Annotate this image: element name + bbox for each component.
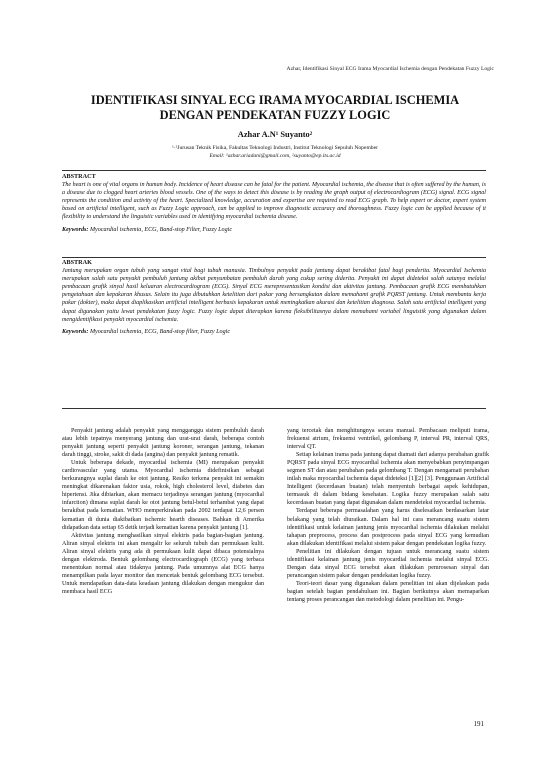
body-paragraph: Aktivitas jantung menghasilkan sinyal elektris pada bagian-bagian jantung. Aliran sinyal elektris ini akan mengalir ke seluruh tubuh dan permukaan kulit. Aliran sinyal elektris yang ada di permukaan kulit dapat dibaca potensialnya dengan elektroda. Bentuk gelombang electrocardiograph (ECG) yang terbaca menentukan normal atau tidaknya jantung. Pada umumnya alat ECG hanya menampilkan pada layar monitor dan mencetak bentuk gelombang ECG tersebut. Untuk mendapatkan data-data keadaan jantung dilakukan dengan mengukur dan membaca hasil ECG [62,532,264,595]
keywords-line [62,226,486,234]
top-rule [62,170,486,171]
title-line-1: IDENTIFIKASI SINYAL ECG IRAMA MYOCARDIAL ISCHEMIA [90,93,460,107]
author-line: Azhar A.N¹ Suyanto² [237,130,313,139]
body-paragraph: Penelitian ini dilakukan dengan tujuan untuk merancang suatu sistem identifikasi kelainan jantung jenis myocardial ischemia melalui sinyal ECG. Dengan data sinyal ECG tersebut akan dilakukan pemrosesan sinyal dan perancangan sistem pakar dengan pendekatan logika fuzzy. [287,548,489,579]
keywords-label: Keywords: [62,226,89,233]
title-line-2: DENGAN PENDEKATAN FUZZY LOGIC [159,108,391,122]
body-paragraph: Penyakit jantung adalah penyakit yang mengganggu sistem pembuluh darah atau lebih tepatnya menyerang jantung dan urat-urat darah, beberapa contoh penyakit jantung seperti penyakit jantung koroner, serangan jantung, tekanan darah tinggi, stroke, sakit di dada (angina) dan penyakit jantung rematik. [62,428,264,459]
kata-kunci-line [62,328,486,336]
body-paragraph: Teori-teori dasar yang digunakan dalam penelitian ini akan dijelaskan pada bagian setelah bagian pendahuluan ini. Bagian berikutnya akan memaparkan tentang proses perancangan dan metodologi dalam penelitian ini. Pengu- [287,580,489,603]
body-paragraph: Terdapat beberapa permasalahan yang harus diselesaikan berdasarkan latar belakang yang telah diuraikan. Dalam hal ini cara merancang suatu sistem identifikasi untuk kelainan jantung jenis myocardial ischemia dilakukan melalui tahapan preprocess, process dan postprocess pada sinyal ECG yang kemudian akan dilakukan identifikasi melalui sistem pakar dengan pendekatan logika fuzzy. [287,508,489,547]
body-paragraph: Untuk beberapa dekade, myocardial ischemia (MI) merupakan penyakit cardiovascular yang utama. Myocardial ischemia didefinisikan sebagai berkurangnya suplai darah ke otot jantung. Resiko terkena penyakit ini semakin meningkat dikarenakan faktor usia, rokok, high cholesterol level, diabetes dan hipertensi. Jika dibiarkan, akan memacu terjadinya serangan jantung (myocardial infarction) dimana suplai darah ke otot jantung betul-betul terhambat yang dapat berakibat pada kematian. WHO memperkirakan pada 2002 terdapat 12,6 persen kematian di dunia diakibatkan ischemic hearth diseases. Bahkan di Amerika didapatkan data setiap 65 detik terjadi kematian karena penyakit jantung [1]. [62,460,264,531]
email-text: Email: ¹azhar.ariadani@gmail.com, ²suyanto@ep.its.ac.id [209,153,341,159]
body-paragraph: Setiap kelainan irama pada jantung dapat diamati dari adanya perubahan grafik PQRST pada sinyal ECG myocardial ischemia akan menyebabkan penyimpangan segmen ST dan atau perubahan pada gelombang T. Dengan mengamati perubahan inilah maka myocardial ischemia dapat dideteksi [1][2] [3]. Penggunaan Artificial Intelligent (kecerdasan buatan) telah menyentuh berbagai aspek kehidupan, termasuk di dalam bidang kesehatan. Logika fuzzy merupakan salah satu kecerdasan buatan yang dapat digunakan dalam mendeteksi myocardial ischemia. [287,452,489,507]
keywords-text: Myocardial ischemia, ECG, Band-stop Filter, Fuzzy Logic [89,226,233,233]
body-column-right [287,427,489,604]
abstract-text: The heart is one of vital organs in human body. Incidence of heart disease can be fatal for the patient. Myocardial ischemia, the disease that is often suffered by the human, is a disease due to clogged heart arteries blood vessels. One of the ways to detect this disease is by reading the graph output of electrocardiogram (ECG) signal. ECG signal represents the condition and activity of the heart. Specialized knowledge, accuration and expertise are required to read ECG graph. To help expert or doctor, expert system based on artificial intelligent, such as Fuzzy Logic approach, can be applied to improve diagnostic accuracy and thoroughness. Fuzzy logic can be applied because of it flexibility to understand the linguistic variables used in identifying myocardial ischemia disease. [62,182,486,221]
middle-rule [62,257,486,258]
affiliation-block [40,144,510,160]
paper-title [40,93,510,123]
page-number: 191 [473,720,484,728]
abstract-heading: ABSTRACT [62,173,96,180]
body-column-left [62,427,264,596]
abstrak-heading: ABSTRAK [62,259,92,266]
running-header: Azhar, Identifikasi Sinyal ECG Irama Myocardial Ischemia dengan Pendekatan Fuzzy Logic [286,66,494,72]
abstrak-section [62,259,486,336]
abstrak-text: Jantung merupakan organ tubuh yang sangat vital bagi tubuh manusia. Timbulnya penyakit pada jantung dapat berakibat fatal bagi penderita. Myocardial Ischemia merupakan salah satu penyakit pembuluh jantung akibat penyumbatan pembuluh darah yang cukup sering diderita. Penyakit ini dapat dideteksi salah satunya melalui pembacaan grafik sinyal hasil keluaran electrocardiogram (ECG). Sinyal ECG merepresentasikan kondisi dan aktivitas jantung. Pembacaan grafik ECG membutuhkan pengetahuan dan kepakaran khusus. Selain itu juga dibutuhkan ketelitian dari pakar yang bersangkutan dalam memahami grafik PQRST jantung. Untuk membantu kerja pakar (dokter), maka dapat diaplikasikan artificial intelligent berbasis kepakaran untuk meningkatkan akurasi dan ketelitian diagnosa. Salah satu artificial intelligent yang dapat digunakan yaitu lewat pendekatan fuzzy logic. Fuzzy logic dapat diterapkan karena fleksibilitasnya dalam memahami variabel linguistik yang digunakan dalam mengidentifikasi penyakit myocardial ischemia. [62,268,486,323]
kata-kunci-text: Myocardial ischemia, ECG, Band-stop filter, Fuzzy Logic [89,328,231,335]
kata-kunci-label: Keywords: [62,328,89,335]
affiliation-text: ¹·²Jurusan Teknik Fisika, Fakultas Teknologi Industri, Institut Teknologi Sepuluh Nopember [172,145,378,151]
bottom-rule [62,408,486,409]
abstract-section [62,173,486,234]
body-paragraph: yang tercetak dan menghitungnya secara manual. Pembacaan meliputi irama, frekuensi atrium, frekuensi ventrikel, gelombang P, interval PR, interval QRS, interval QT. [287,428,489,451]
